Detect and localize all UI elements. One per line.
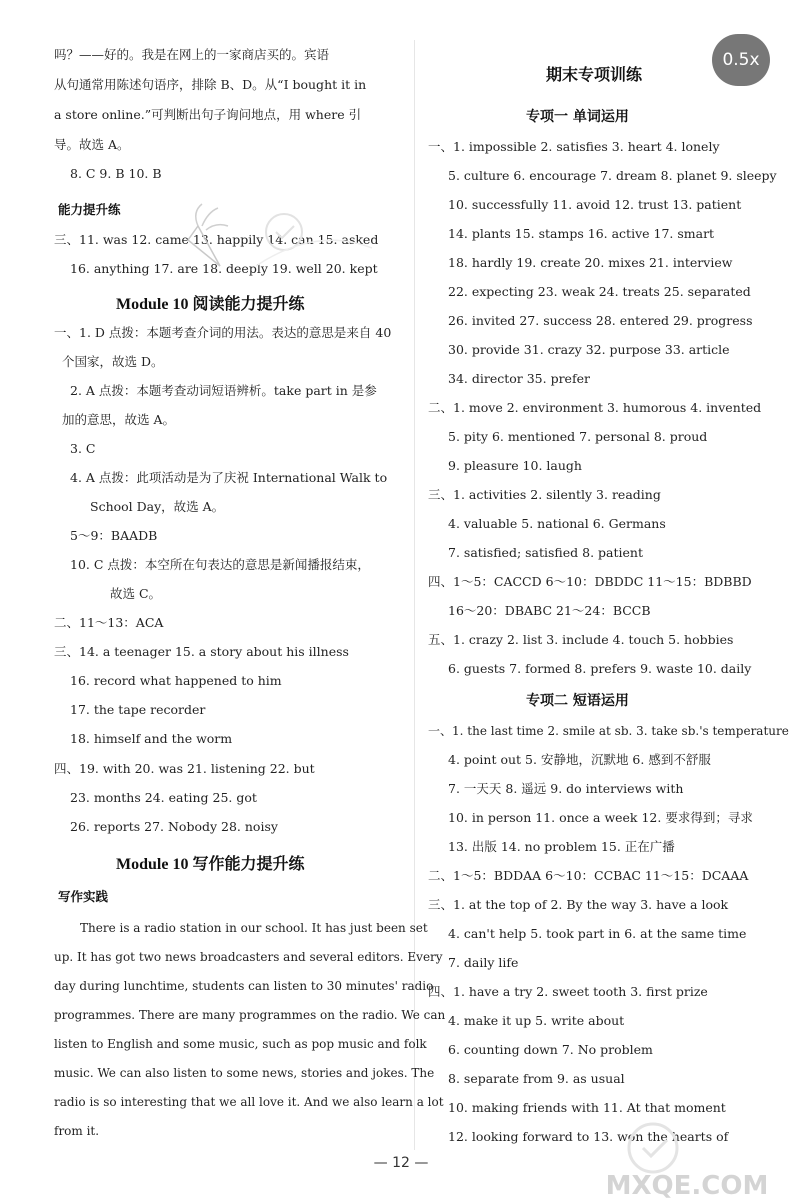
answer-line: 4. A 点拨：此项活动是为了庆祝 International Walk to <box>70 470 388 485</box>
answer-line: 一、1. the last time 2. smile at sb. 3. take sb.'s temperature <box>428 724 789 738</box>
answer-line: 5. pity 6. mentioned 7. personal 8. proud <box>448 429 708 444</box>
answer-line: 故选 C。 <box>110 586 162 601</box>
answer-line: 16. record what happened to him <box>70 673 282 688</box>
zoom-level-badge[interactable]: 0.5x <box>712 34 770 86</box>
answer-line: 12. looking forward to 13. won the hearts of <box>448 1129 729 1144</box>
answer-line: 10. in person 11. once a week 12. 要求得到；寻求 <box>448 810 753 825</box>
answer-line: 16. anything 17. are 18. deeply 19. well 20. kept <box>70 261 378 276</box>
answer-line: 个国家，故选 D。 <box>62 354 164 369</box>
answer-line: 17. the tape recorder <box>70 702 206 717</box>
essay-line: music. We can also listen to some news, stories and jokes. The <box>54 1066 435 1080</box>
answer-line: 四、1～5：CACCD 6～10：DBDDC 11～15：BDBBD <box>428 574 752 589</box>
answer-line: 5～9：BAADB <box>70 528 158 543</box>
module-writing-title: Module 10 写作能力提升练 <box>116 856 305 873</box>
ability-heading: 能力提升练 <box>58 202 121 217</box>
answer-line: 34. director 35. prefer <box>448 371 590 386</box>
answer-line: 23. months 24. eating 25. got <box>70 790 257 805</box>
intro-line: 从句通常用陈述句语序，排除 B、D。从“I bought it in <box>54 77 367 92</box>
answer-line: 三、14. a teenager 15. a story about his illness <box>54 644 349 659</box>
answer-line: 4. point out 5. 安静地，沉默地 6. 感到不舒服 <box>448 752 711 767</box>
answer-line: 26. invited 27. success 28. entered 29. progress <box>448 313 753 328</box>
answer-line: 10. C 点拨：本空所在句表达的意思是新闻播报结束， <box>70 557 370 572</box>
answer-line: 8. C 9. B 10. B <box>70 166 162 181</box>
answer-line: 26. reports 27. Nobody 28. noisy <box>70 819 278 834</box>
answer-line: 22. expecting 23. weak 24. treats 25. separated <box>448 284 751 299</box>
answer-line: 14. plants 15. stamps 16. active 17. smart <box>448 226 715 241</box>
answer-line: 四、1. have a try 2. sweet tooth 3. first prize <box>428 984 708 999</box>
answer-line: 7. 一天天 8. 遥远 9. do interviews with <box>448 781 684 796</box>
section-one-title: 专项一 单词运用 <box>526 109 629 125</box>
page-number: — 12 — <box>373 1155 429 1171</box>
answer-line: 4. can't help 5. took part in 6. at the same time <box>448 926 747 941</box>
answer-line: 二、1. move 2. environment 3. humorous 4. invented <box>428 400 762 415</box>
answer-line: 二、1～5：BDDAA 6～10：CCBAC 11～15：DCAAA <box>428 868 749 883</box>
answer-line: 18. himself and the worm <box>70 731 233 746</box>
answer-line: 二、11～13：ACA <box>54 615 164 630</box>
answer-line: 6. guests 7. formed 8. prefers 9. waste 10. daily <box>448 661 752 676</box>
essay-line: radio is so interesting that we all love it. And we also learn a lot <box>54 1095 444 1109</box>
writing-heading: 写作实践 <box>58 889 109 904</box>
essay-line: listen to English and some music, such as pop music and folk <box>54 1037 427 1051</box>
answer-line: 16～20：DBABC 21～24：BCCB <box>448 603 651 618</box>
answer-line: 三、1. activities 2. silently 3. reading <box>428 487 661 502</box>
module-reading-title: Module 10 阅读能力提升练 <box>116 296 305 313</box>
answer-line: 8. separate from 9. as usual <box>448 1071 625 1086</box>
answer-line: 18. hardly 19. create 20. mixes 21. interview <box>448 255 733 270</box>
answer-line: 7. daily life <box>448 955 519 970</box>
answer-line: 10. successfully 11. avoid 12. trust 13. patient <box>448 197 742 212</box>
watermark-text: MXQE.COM <box>605 1171 769 1201</box>
answer-line: 三、11. was 12. came 13. happily 14. can 15. asked <box>54 232 379 247</box>
essay-line: from it. <box>54 1124 100 1138</box>
answer-line: 加的意思，故选 A。 <box>62 412 176 427</box>
final-training-title: 期末专项训练 <box>546 65 643 84</box>
intro-line: 吗？——好的。我是在网上的一家商店买的。宾语 <box>54 47 330 62</box>
stamp-logo-icon <box>254 196 374 276</box>
essay-line: There is a radio station in our school. It has just been set <box>80 921 428 935</box>
answer-line: 9. pleasure 10. laugh <box>448 458 582 473</box>
intro-line: 导。故选 A。 <box>54 137 130 152</box>
answer-line: 一、1. D 点拨：本题考查介词的用法。表达的意思是来自 40 <box>54 325 392 340</box>
answer-line: 五、1. crazy 2. list 3. include 4. touch 5. hobbies <box>428 632 734 647</box>
answer-line: School Day，故选 A。 <box>90 499 225 514</box>
essay-line: programmes. There are many programmes on the radio. We can <box>54 1008 446 1022</box>
answer-line: 一、1. impossible 2. satisfies 3. heart 4. lonely <box>428 139 720 154</box>
answer-line: 4. valuable 5. national 6. Germans <box>448 516 666 531</box>
section-two-title: 专项二 短语运用 <box>526 693 629 709</box>
answer-line: 3. C <box>70 441 96 456</box>
answer-line: 7. satisfied; satisfied 8. patient <box>448 545 643 560</box>
answer-line: 四、19. with 20. was 21. listening 22. but <box>54 761 315 776</box>
answer-line: 6. counting down 7. No problem <box>448 1042 653 1057</box>
answer-line: 5. culture 6. encourage 7. dream 8. planet 9. sleepy <box>448 168 777 183</box>
answer-line: 2. A 点拨：本题考查动词短语辨析。take part in 是参 <box>70 383 377 398</box>
answer-line: 4. make it up 5. write about <box>448 1013 625 1028</box>
watermark-logo-icon <box>575 1098 800 1204</box>
intro-line: a store online.”可判断出句子询问地点，用 where 引 <box>54 107 362 122</box>
essay-line: up. It has got two news broadcasters and several editors. Every <box>54 950 443 964</box>
essay-line: day during lunchtime, students can listen to 30 minutes' radio <box>54 979 434 993</box>
answer-line: 三、1. at the top of 2. By the way 3. have a look <box>428 897 729 912</box>
carrot-sticker-icon <box>168 196 238 286</box>
answer-line: 13. 出版 14. no problem 15. 正在广播 <box>448 839 675 854</box>
answer-line: 10. making friends with 11. At that moment <box>448 1100 726 1115</box>
answer-line: 30. provide 31. crazy 32. purpose 33. article <box>448 342 730 357</box>
